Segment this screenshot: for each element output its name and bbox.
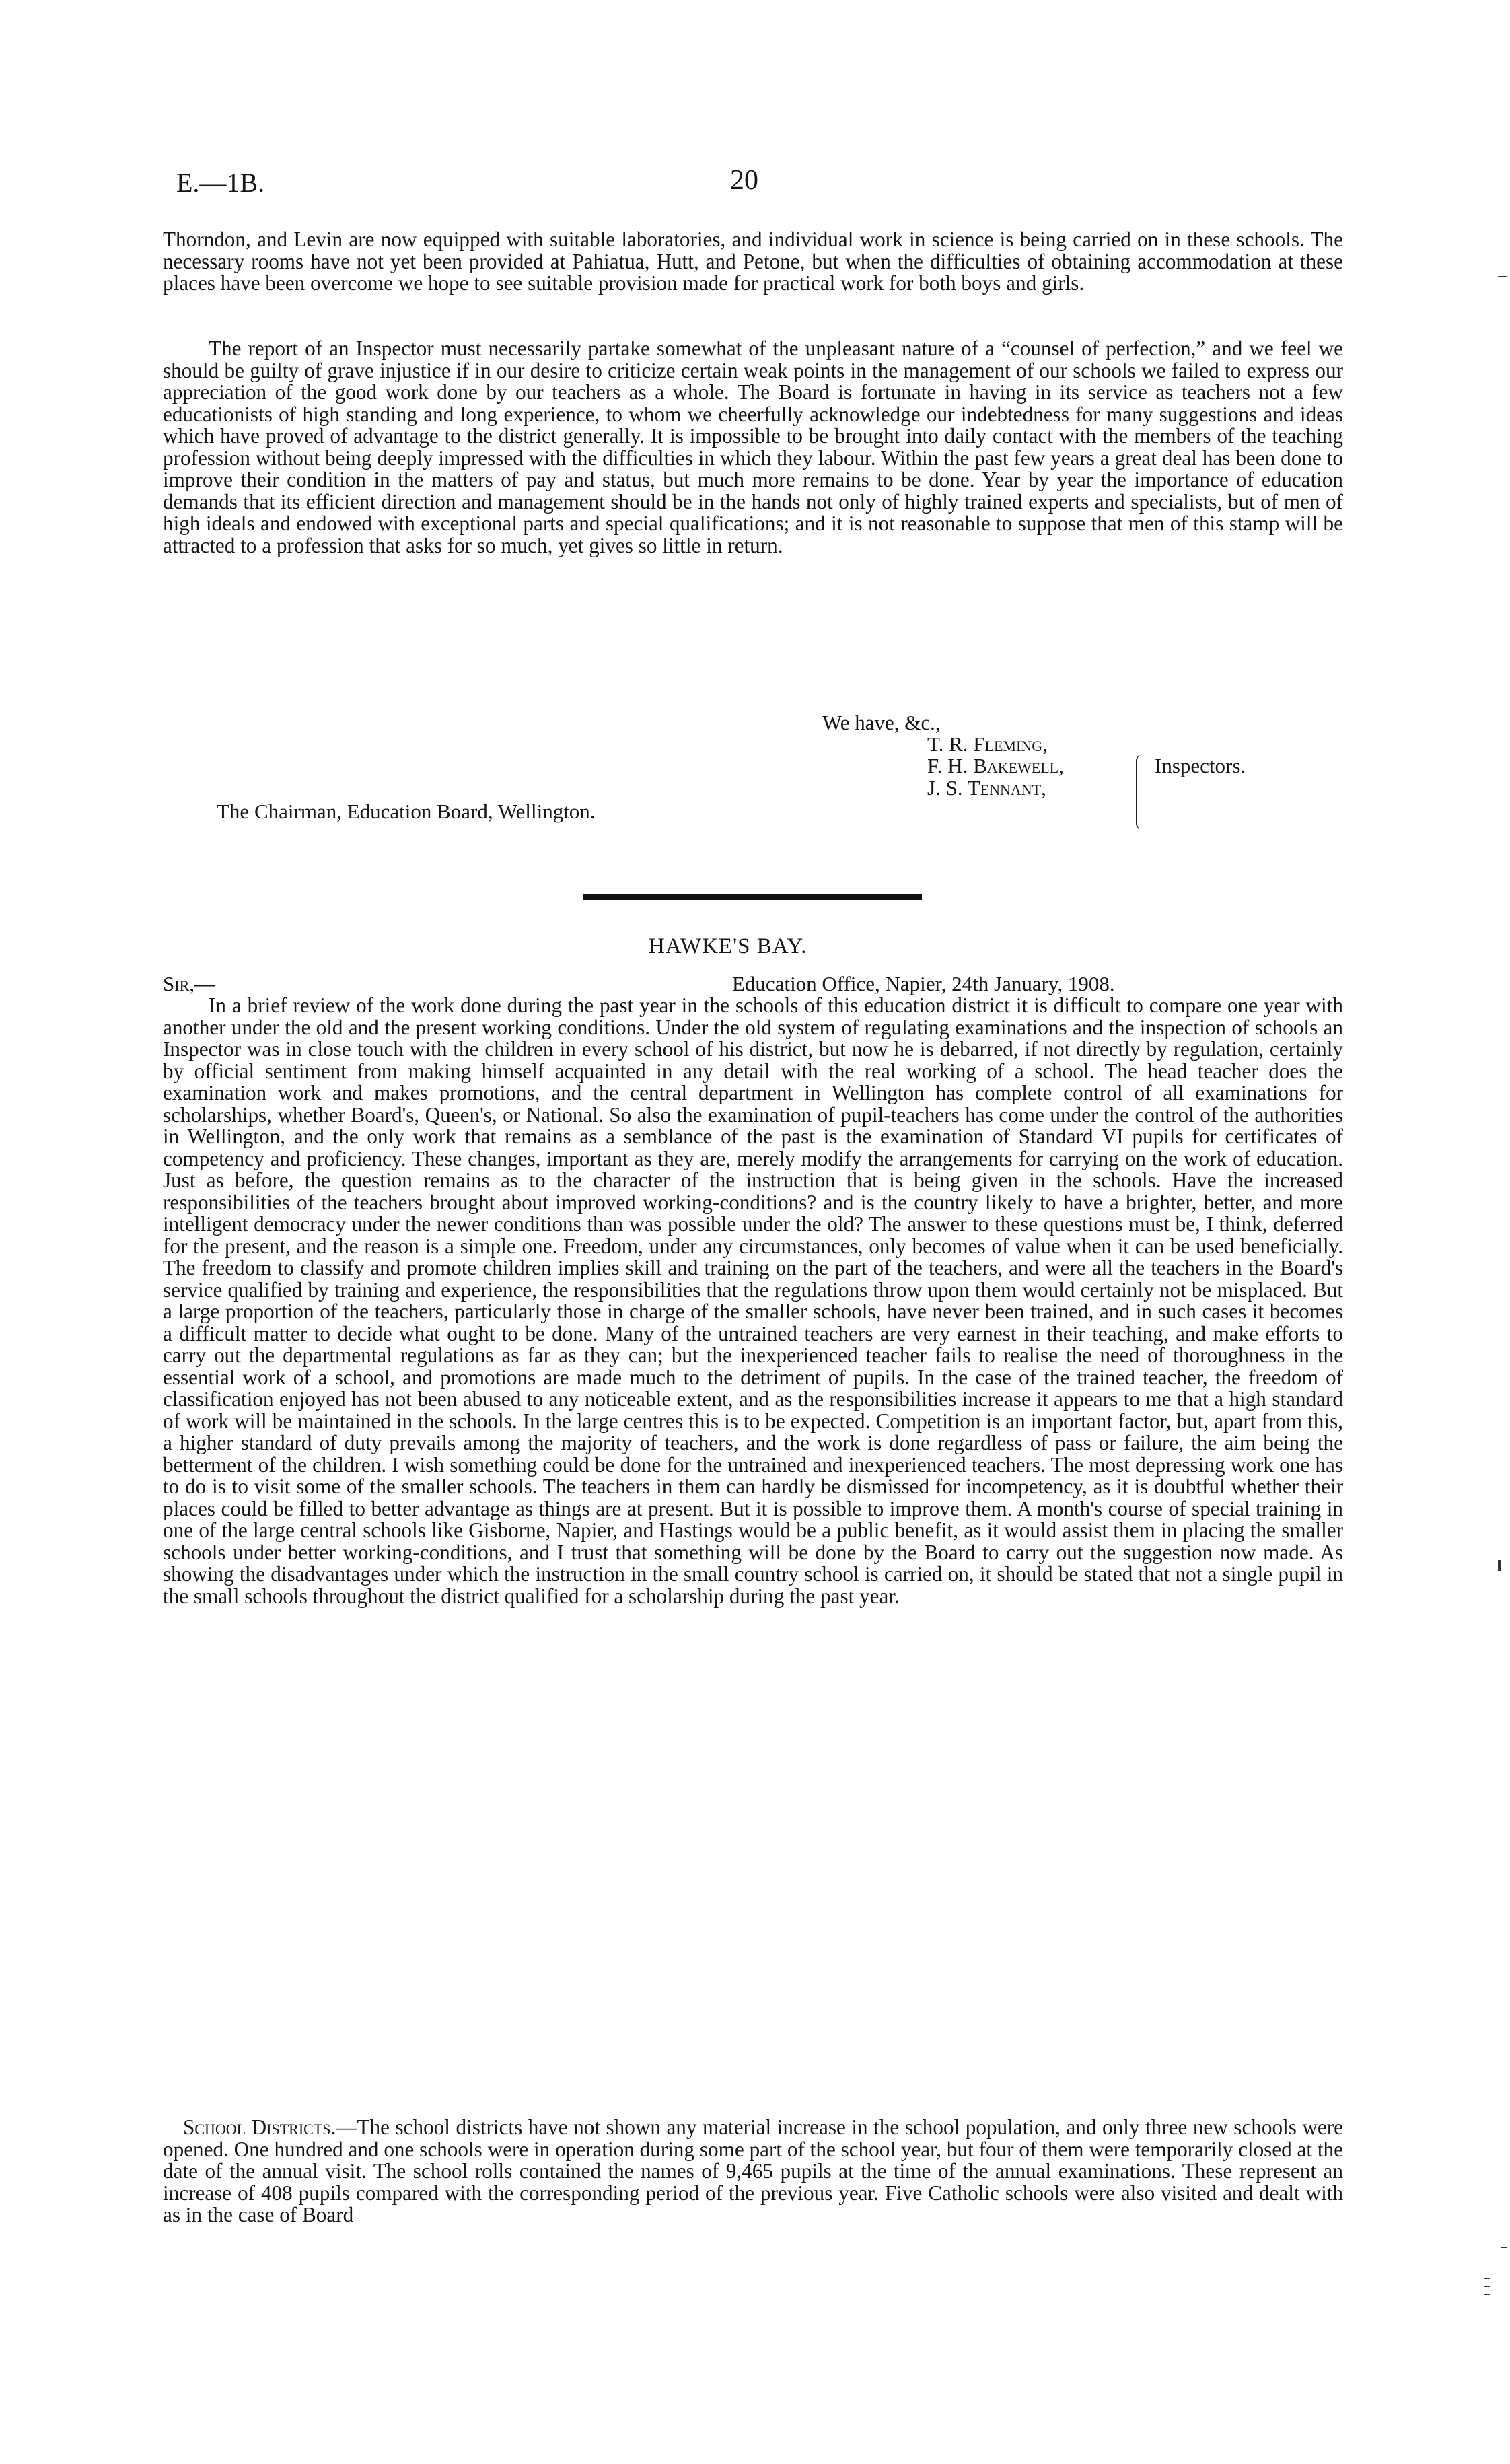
- closing-we-have: We have, &c.,: [822, 711, 941, 734]
- addressee: The Chairman, Education Board, Wellington.: [217, 800, 596, 823]
- signatory-brace: [1136, 755, 1147, 829]
- margin-mark: [1498, 1560, 1501, 1571]
- paragraph-school-districts: [163, 2117, 1343, 2226]
- margin-mark: [1484, 2294, 1490, 2295]
- margin-mark: [1498, 276, 1507, 277]
- paragraph-hawkes-bay-review: In a brief review of the work done during the past year in the schools of this education district it is difficult to compare one year with another under the old and the present working conditions. Under the old system of regulating examinations and the inspection of schools an Inspector was in close touch with the children in every school of his district, but now he is debarred, if not directly by regulation, certainly by official sentiment from making himself acquainted in any detail with the real working of a school. The head teacher does the examination work and makes promotions, and the central department in Wellington has complete control of all examinations for scholarships, whether Board's, Queen's, or National. So also the examination of pupil-teachers has come under the control of the authorities in Wellington, and the only work that remains as a semblance of the past is the examination of Standard VI pupils for certificates of competency and proficiency. These changes, important as they are, merely modify the arrangements for carrying on the work of education. Just as before, the question remains as to the character of the instruction that is being given in the schools. Have the increased responsibilities of the teachers brought about improved working-conditions? and is the country likely to have a brighter, better, and more intelligent democracy under the newer conditions than was possible under the old? The answer to these questions must be, I think, deferred for the present, and the reason is a simple one. Freedom, under any circumstances, only becomes of value when it can be used beneficially. The freedom to classify and promote children implies skill and training on the part of the teachers, and were all the teachers in the Board's service qualified by training and experience, the responsibilities that the regulations throw upon them would certainly not be misplaced. But a large proportion of the teachers, particularly those in charge of the smaller schools, have never been trained, and in such cases it becomes a difficult matter to decide what ought to be done. Many of the untrained teachers are very earnest in their teaching, and make efforts to carry out the departmental regulations as far as they can; but the inexperienced teacher fails to realise the need of thoroughness in the essential work of a school, and promotions are made much to the detriment of pupils. In the case of the trained teacher, the freedom of classification enjoyed has not been abused to any noticeable extent, and as the responsibilities increase it appears to me that a high standard of work will be maintained in the schools. In the large centres this is to be expected. Competition is an important factor, but, apart from this, a higher standard of duty prevails among the majority of teachers, and the work is done regardless of pass or failure, the aim being the betterment of the children. I wish something could be done for the untrained and inexperienced teachers. The most depressing work one has to do is to visit some of the smaller schools. The teachers in them can hardly be dismissed for incompetency, as it is doubtful whether their places could be filled to better advantage as things are at present. But it is possible to improve them. A month's course of special training in one of the large central schools like Gisborne, Napier, and Hastings would be a public benefit, as it would assist them in placing the smaller schools under better working-conditions, and I trust that something will be done by the Board to carry out the suggestion now made. As showing the disadvantages under which the instruction in the small country school is carried on, it should be stated that not a single pupil in the small schools throughout the district qualified for a scholarship during the past year.: [163, 993, 1343, 1608]
- margin-mark: [1501, 2247, 1507, 2248]
- signatory-tennant: J. S. Tennant,: [927, 776, 1046, 800]
- page-number: 20: [730, 165, 758, 196]
- paragraph-inspector-report: The report of an Inspector must necessarily partake somewhat of the unpleasant nature of a “counsel of perfection,” and we feel we should be guilty of grave injustice if in our desire to criticize certain weak points in the management of our schools we failed to express our appreciation of the good work done by our teachers as a whole. The Board is fortunate in having in its service as teachers not a few educationists of high standing and long experience, to whom we cheerfully acknowledge our indebtedness for many suggestions and ideas which have proved of advantage to the district generally. It is impossible to be brought into daily contact with the members of the teaching profession without being deeply impressed with the difficulties in which they labour. Within the past few years a great deal has been done to improve their condition in the matters of pay and status, but much more remains to be done. Year by year the importance of education demands that its efficient direction and management should be in the hands not only of highly trained experts and specialists, but of men of high ideals and endowed with exceptional parts and special qualifications; and it is not reasonable to suppose that men of this stamp will be attracted to a profession that asks for so much, yet gives so little in return.: [163, 337, 1343, 557]
- school-districts-heading: School Districts.: [183, 2115, 336, 2139]
- salutation: Sir,—: [163, 972, 215, 995]
- paragraph-laboratories: Thorndon, and Levin are now equipped with suitable laboratories, and individual work in science is being carried on in these schools. The necessary rooms have not yet been provided at Pahiatua, Hutt, and Petone, but when the difficulties of obtaining accommodation at these places have been overcome we hope to see suitable provision made for practical work for both boys and girls.: [163, 227, 1343, 295]
- dateline: Education Office, Napier, 24th January, 1908.: [732, 972, 1115, 995]
- signatory-bakewell: F. H. Bakewell,: [927, 754, 1064, 777]
- section-divider: [583, 894, 922, 900]
- signatory-fleming: T. R. Fleming,: [927, 732, 1048, 756]
- page-reference: E.—1B.: [176, 168, 265, 198]
- margin-mark: [1484, 2286, 1490, 2287]
- signatory-role: Inspectors.: [1155, 754, 1246, 777]
- school-districts-text: —The school districts have not shown any material increase in the school population, and only three new schools were opened. One hundred and one schools were in operation during some part of the school year, but four of them were temporarily closed at the date of the annual visit. The school rolls contained the names of 9,465 pupils at the time of the annual examinations. These represent an increase of 408 pupils compared with the corresponding period of the previous year. Five Catholic schools were also visited and dealt with as in the case of Board: [163, 2115, 1343, 2226]
- section-title: HAWKE'S BAY.: [649, 934, 807, 958]
- margin-mark: [1484, 2278, 1490, 2279]
